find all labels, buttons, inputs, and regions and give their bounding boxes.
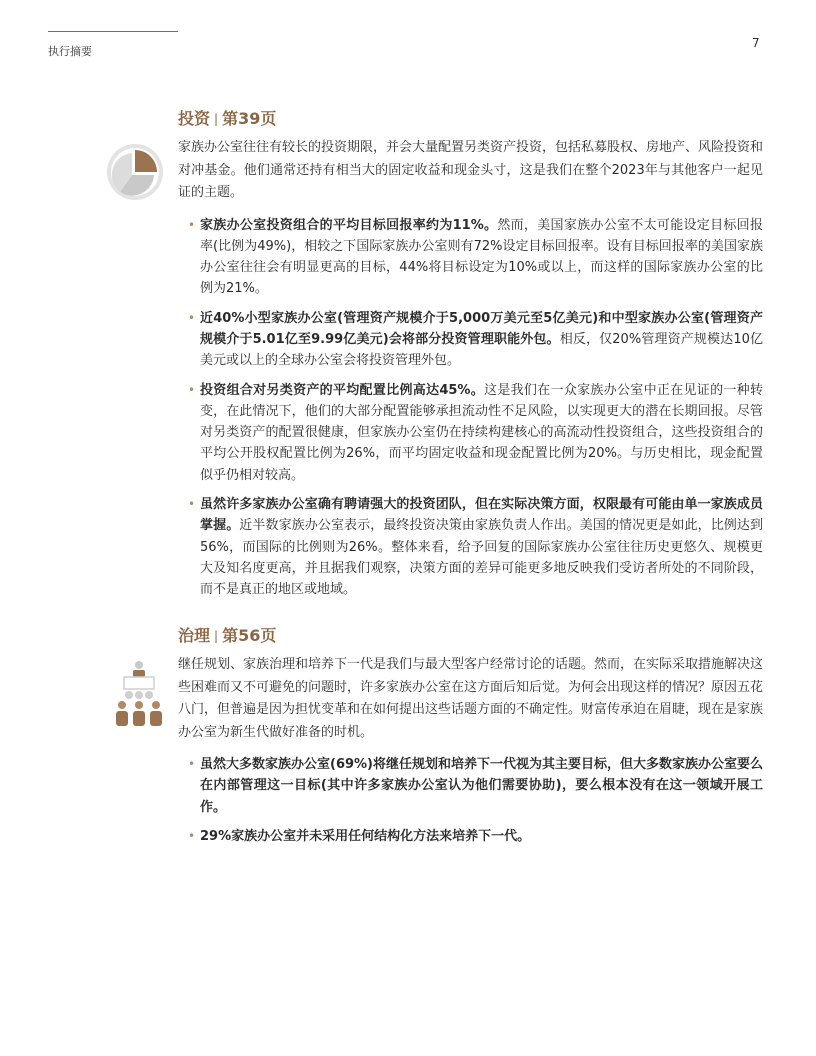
list-item bbox=[178, 380, 763, 486]
title-separator: | bbox=[214, 112, 219, 126]
bullet-text: 然而，美国家族办公室不太可能设定目标回报率(比例为49%)，相较之下国际家族办公室则有72%设定目标回报率。设有目标回报率的美国家族办公室往往会有明显更高的目标，44%将目标设定为10%或以上，而这样的国际家族办公室的比例为21%。 bbox=[200, 217, 763, 297]
bullet-bold-text: 虽然许多家族办公室确有聘请强大的投资团队，但在实际决策方面，权限最有可能由单一家族成员掌握。 bbox=[200, 497, 763, 534]
governance-title-page: 第56页 bbox=[222, 626, 277, 645]
section-label: 执行摘要 bbox=[48, 45, 92, 58]
bullet-bold-text: 29%家族办公室并未采用任何结构化方法来培养下一代。 bbox=[200, 828, 531, 844]
bullet-dot: • bbox=[188, 217, 196, 232]
bullet-dot: • bbox=[188, 828, 196, 843]
list-item bbox=[178, 494, 763, 600]
investment-section bbox=[178, 108, 763, 609]
investment-intro: 家族办公室往往有较长的投资期限，并会大量配置另类资产投资，包括私募股权、房地产、风险投资和对冲基金。他们通常还持有相当大的固定收益和现金头寸，这是我们在整个2023年与其他客户一起见证的主题。 bbox=[178, 140, 764, 200]
governance-intro: 继任规划、家族治理和培养下一代是我们与最大型客户经常讨论的话题。然而，在实际采取措施解决这些困难而又不可避免的问题时，许多家族办公室在这方面后知后觉。为何会出现这样的情况？原因五花八门，但普遍是因为担忧变革和在如何提出这些话题方面的不确定性。财富传承迫在眉睫，现在是家族办公室为新生代做好准备的时机。 bbox=[178, 657, 764, 740]
header-rule bbox=[48, 31, 178, 32]
list-item bbox=[178, 754, 763, 818]
bullet-dot: • bbox=[188, 757, 196, 771]
governance-title-topic: 治理 bbox=[178, 626, 211, 645]
bullet-bold-text: 虽然大多数家族办公室(69%)将继任规划和培养下一代视为其主要目标，但大多数家族办公室要么在内部管理这一目标(其中许多家族办公室认为他们需要协助)，要么根本没有在这一领域开展工作。 bbox=[200, 757, 763, 815]
page-number: 7 bbox=[752, 36, 760, 50]
bullet-text: 这是我们在一众家族办公室中正在见证的一种转变，在此情况下，他们的大部分配置能够承担流动性不足风险，以实现更大的潜在长期回报。尽管对另类资产的配置很健康，但家族办公室仍在持续构建核心的高流动性投资组合，这些投资组合的平均公开股权配置比例为26%，而平均固定收益和现金配置比例为20%。与历史相比，现金配置似乎仍相对较高。 bbox=[200, 382, 763, 483]
bullet-text: 相反，仅20%管理资产规模达10亿美元或以上的全球办公室会将投资管理外包。 bbox=[200, 331, 764, 369]
list-item bbox=[178, 215, 763, 300]
people-meeting-icon bbox=[113, 660, 165, 728]
title-separator: | bbox=[214, 629, 219, 643]
investment-title-page: 第39页 bbox=[222, 109, 277, 128]
list-item bbox=[178, 826, 763, 847]
investment-bullets bbox=[178, 215, 763, 601]
governance-title bbox=[178, 625, 763, 648]
bullet-bold-text: 投资组合对另类资产的平均配置比例高达45%。 bbox=[200, 382, 485, 398]
bullet-dot: • bbox=[188, 310, 196, 325]
investment-title bbox=[178, 108, 763, 131]
bullet-bold-text: 家族办公室投资组合的平均目标回报率约为11%。 bbox=[200, 217, 498, 233]
governance-section bbox=[178, 625, 763, 855]
governance-bullets bbox=[178, 754, 763, 847]
list-item bbox=[178, 308, 763, 372]
investment-title-topic: 投资 bbox=[178, 109, 211, 128]
pie-chart-icon bbox=[106, 143, 164, 201]
bullet-dot: • bbox=[188, 382, 196, 397]
bullet-dot: • bbox=[188, 497, 196, 512]
bullet-text: 近半数家族办公室表示，最终投资决策由家族负责人作出。美国的情况更是如此，比例达到56%，而国际的比例则为26%。整体来看，给予回复的国际家族办公室往往历史更悠久、规模更大及知名度更高，并且据我们观察，决策方面的差异可能更多地反映我们受访者所处的不同阶段，而不是真正的地区或地域。 bbox=[200, 518, 763, 598]
bullet-bold-text: 近40%小型家族办公室(管理资产规模介于5,000万美元至5亿美元)和中型家族办公室(管理资产规模介于5.01亿至9.99亿美元)会将部分投资管理职能外包。 bbox=[200, 310, 763, 347]
